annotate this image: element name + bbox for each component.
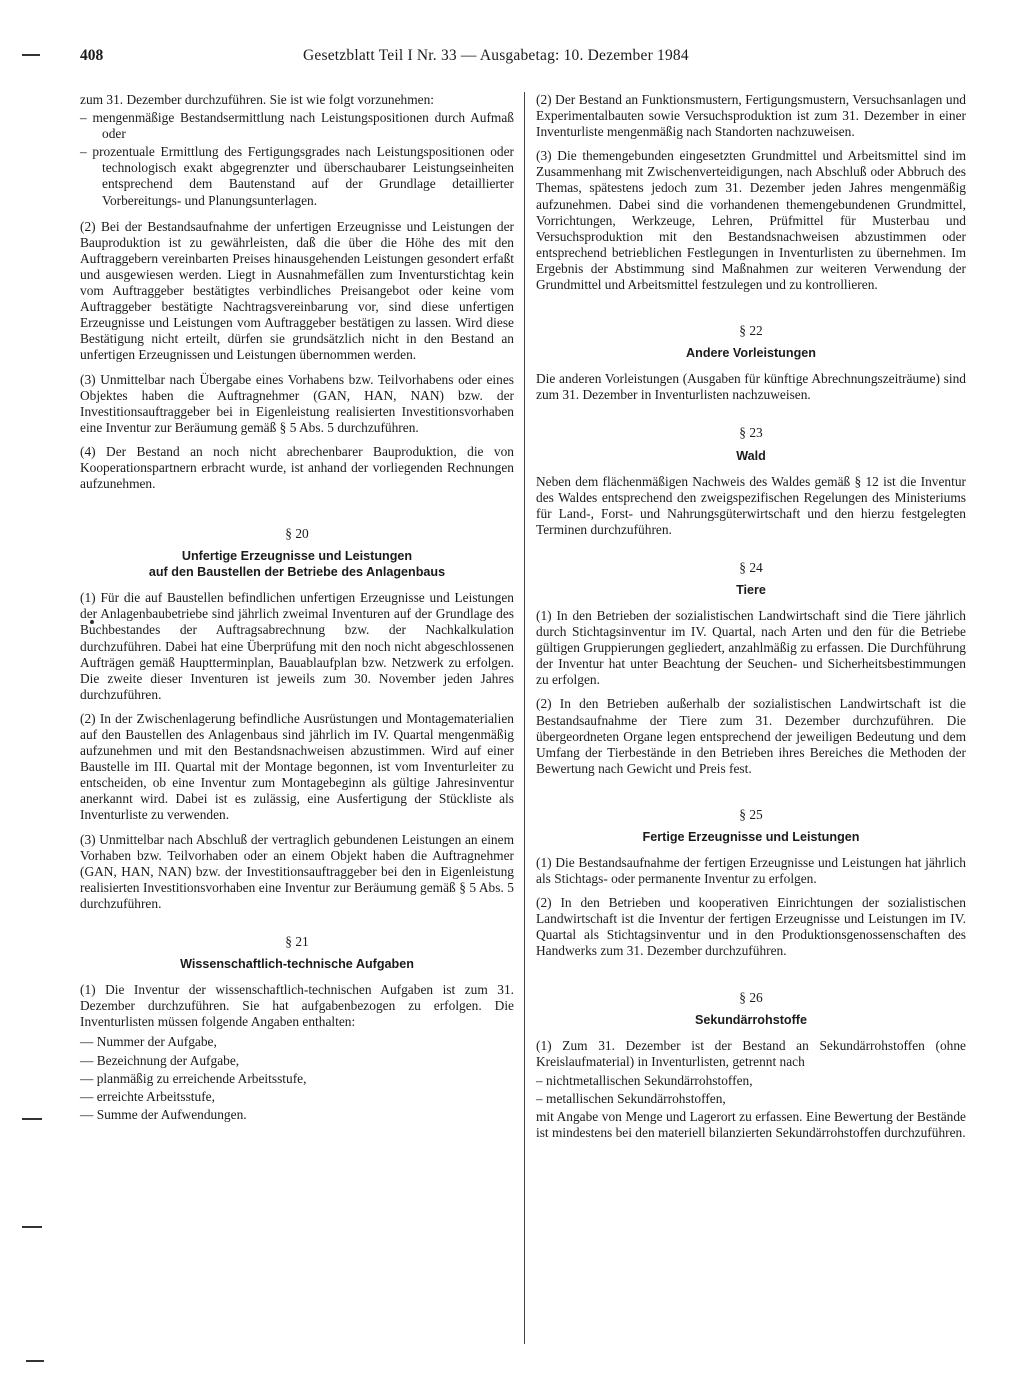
section-number: § 20: [285, 526, 309, 542]
section-title: Tiere: [736, 582, 766, 597]
margin-mark: [22, 1118, 42, 1120]
paragraph: mit Angabe von Menge und Lagerort zu erfassen. Eine Bewertung der Bestände ist mindestens bei den materiell bilanzierten Sekundärrohstoffen durchzuführen.: [536, 1109, 966, 1141]
paragraph: Die anderen Vorleistungen (Ausgaben für künftige Abrechnungszeiträume) sind zum 31. Dezember in Inventurlisten nachzuweisen.: [536, 371, 966, 403]
paragraph: (1) Zum 31. Dezember ist der Bestand an Sekundärrohstoffen (ohne Kreislaufmaterial) in Inventurlisten, getrennt nach: [536, 1037, 966, 1069]
margin-mark: [22, 54, 40, 56]
section-title: Sekundärrohstoffe: [695, 1012, 807, 1027]
section-number: § 21: [285, 934, 309, 950]
paragraph: (3) Die themengebunden eingesetzten Grundmittel und Arbeitsmittel sind im Zusammenhang mit Zwischenverteidigungen, nach Abschluß oder Abbruch des Themas, spätestens jedoch zum 31. Dezember jeden Jahres mengenmäßig aufzunehmen. Dabei sind die vorhandenen themengebundenen Grundmittel, Vorrichtungen, Werkzeuge, Lehren, Prüfmittel für Musterbau und Versuchsproduktion mit den Bestandsnachweisen abzustimmen oder entsprechend betrieblichen Festlegungen in Inventurlisten zu übernehmen. Im Ergebnis der Abstimmung sind Maßnahmen zur weiteren Verwendung der Grundmittel und Arbeitsmittel festzulegen und zu kontrollieren.: [536, 148, 966, 293]
paragraph: (3) Unmittelbar nach Abschluß der vertraglich gebundenen Leistungen an einem Vorhaben bzw. Teilvorhaben oder an einem Objekt haben die Auftragnehmer (GAN, HAN, NAN) bzw. der Investitionsauftraggeber bei den in Eigenleistung realisierten Investitionsvorhaben eine Inventur zur Beräumung gemäß § 5 Abs. 5 durchzuführen.: [80, 831, 514, 911]
margin-mark: [26, 1360, 44, 1362]
paragraph: (1) Die Bestandsaufnahme der fertigen Erzeugnisse und Leistungen hat jährlich als Stichtags- oder permanente Inventur zu erfolgen.: [536, 855, 966, 887]
paragraph: (1) In den Betrieben der sozialistischen Landwirtschaft sind die Tiere jährlich durch Stichtagsinventur im IV. Quartal, nach Arten und den für die Betriebe gültigen Gruppierungen gegliedert, anzahlmäßig zu erfassen. Die Durchführung der Inventur hat unter Beachtung der Seuchen- und Sicherheitsbestimmungen zu erfolgen.: [536, 607, 966, 688]
section-title-line: auf den Baustellen der Betriebe des Anlagenbaus: [148, 565, 446, 580]
paragraph: (2) Bei der Bestandsaufnahme der unfertigen Erzeugnisse und Leistungen der Bauproduktion ist zu gewährleisten, daß die über die Höhe des mit den Auftraggebern vereinbarten Preises hinausgehenden Leistungen gesondert erfaßt und ausgewiesen werden. Liegt in Ausnahmefällen zum Inventurstichtag kein vom Auftraggeber bestätigtes verbindliches Preisangebot oder keine vom Auftraggeber bestätigte Nachtragsvereinbarung vor, sind diese unfertigen Erzeugnisse und Leistungen vom Auftraggeber bestätigen zu lassen. Wird diese Bestätigung nicht erteilt, dürfen sie grundsätzlich nicht in den Bestand an unfertigen Erzeugnissen und Leistungen übernommen werden.: [80, 218, 514, 363]
page-header: [80, 46, 970, 70]
section-title: [80, 548, 514, 580]
paragraph: (2) In den Betrieben und kooperativen Einrichtungen der sozialistischen Landwirtschaft ist die Inventur der fertigen Erzeugnisse und Leistungen im IV. Quartal als Stichtagsinventur und in den Produktionsgenossenschaften des Handwerks zum 31. Dezember durchzuführen.: [536, 895, 966, 959]
paragraph: zum 31. Dezember durchzuführen. Sie ist wie folgt vorzunehmen:: [80, 92, 434, 107]
list-item: – nichtmetallischen Sekundärrohstoffen,: [536, 1072, 753, 1088]
left-column: [80, 92, 514, 1125]
paragraph: (2) Der Bestand an Funktionsmustern, Fertigungsmustern, Versuchsanlagen und Experimentalbauten sowie Versuchsproduktion ist zum 31. Dezember in einer Inventurliste mengenmäßig nach Standorten nachzuweisen.: [536, 92, 966, 140]
list-item: — Summe der Aufwendungen.: [80, 1106, 247, 1122]
paragraph: (1) Die Inventur der wissenschaftlich-technischen Aufgaben ist zum 31. Dezember durchzuführen. Sie hat aufgabenbezogen zu erfolgen. Die Inventurlisten müssen folgende Angaben enthalten:: [80, 982, 514, 1030]
section-number: § 26: [739, 989, 763, 1005]
list-item: – prozentuale Ermittlung des Fertigungsgrades nach Leistungspositionen oder technologisch exakt abgegrenzter und überschaubarer Leistungseinheiten entsprechend dem Bautenstand auf der Grundlage detaillierter Vorbereitungs- und Planungsunterlagen.: [80, 144, 514, 208]
running-title: Gesetzblatt Teil I Nr. 33 — Ausgabetag: 10. Dezember 1984: [303, 47, 689, 64]
section-title: Andere Vorleistungen: [686, 346, 816, 361]
section-number: § 24: [739, 559, 763, 575]
paragraph: Neben dem flächenmäßigen Nachweis des Waldes gemäß § 12 ist die Inventur des Waldes entsprechend den zweigspezifischen Regelungen des Ministeriums für Land-, Forst- und Nahrungsgüterwirtschaft und den hierzu festgelegten Terminen durchzuführen.: [536, 473, 966, 537]
page-number: 408: [80, 47, 104, 64]
section-number: § 22: [739, 323, 763, 339]
margin-mark: [22, 1226, 42, 1228]
right-column: [536, 92, 966, 1149]
paragraph: (2) In den Betrieben außerhalb der sozialistischen Landwirtschaft ist die Bestandsaufnahme der Tiere zum 31. Dezember durchzuführen. Die übergeordneten Organe legen entsprechend der jeweiligen Bedeutung und dem Umfang der Tierbestände in den Betrieben ihres Bereiches die Methoden der Bewertung nach Gewicht und Preis fest.: [536, 696, 966, 776]
section-title-line: Unfertige Erzeugnisse und Leistungen: [181, 549, 413, 564]
paragraph: (3) Unmittelbar nach Übergabe eines Vorhabens bzw. Teilvorhabens oder eines Objektes haben die Auftragnehmer (GAN, HAN, NAN) bzw. der Investitionsauftraggeber bei in Eigenleistung realisierten Investitionsvorhaben eine Inventur zur Beräumung gemäß § 5 Abs. 5 durchzuführen.: [80, 371, 514, 435]
list-item: — erreichte Arbeitsstufe,: [80, 1088, 215, 1104]
list-item: – metallischen Sekundärrohstoffen,: [536, 1090, 726, 1106]
list-item: – mengenmäßige Bestandsermittlung nach Leistungspositionen durch Aufmaß oder: [80, 110, 514, 142]
list-item: — planmäßig zu erreichende Arbeitsstufe,: [80, 1070, 307, 1086]
section-title: Wald: [736, 448, 766, 463]
paragraph: (4) Der Bestand an noch nicht abrechenbarer Bauproduktion, die von Kooperationspartnern erbracht wurde, ist anhand der vorliegenden Rechnungen aufzunehmen.: [80, 443, 514, 492]
list-item: — Bezeichnung der Aufgabe,: [80, 1052, 240, 1068]
paragraph: (1) Für die auf Baustellen befindlichen unfertigen Erzeugnisse und Leistungen der Anlagenbaubetriebe sind jährlich zweimal Inventuren auf der Grundlage des Buchbestandes der Auftragsabrechnung bzw. der Nachkalkulation durchzuführen. Dabei hat eine Überprüfung mit den noch nicht abgeschlossenen Aufträgen gemäß Hauptterminplan, Bauablaufplan bzw. Netzwerk zu erfolgen. Die zweite dieser Inventuren ist jeweils zum 30. November jeden Jahres durchzuführen.: [80, 590, 514, 702]
section-number: § 23: [739, 425, 763, 441]
section-title: Wissenschaftlich-technische Aufgaben: [180, 957, 414, 972]
section-title: Fertige Erzeugnisse und Leistungen: [642, 830, 860, 844]
column-divider: [524, 92, 525, 1344]
paragraph: (2) In der Zwischenlagerung befindliche Ausrüstungen und Montagematerialien auf den Baustellen des Anlagenbaus sind jährlich im IV. Quartal mengenmäßig aufzunehmen und mit den Bestandsnachweisen abzustimmen. Wird auf einer Baustelle im III. Quartal mit der Montage begonnen, ist vom Inventurleiter zu entscheiden, ob eine Inventur zum Montagebeginn als gültige Jahresinventur anerkannt wird. Dabei ist es zulässig, eine Ausfertigung der Stückliste als Inventurliste zu verwenden.: [80, 710, 514, 823]
section-number: § 25: [739, 806, 763, 822]
list-item: — Nummer der Aufgabe,: [80, 1034, 217, 1050]
